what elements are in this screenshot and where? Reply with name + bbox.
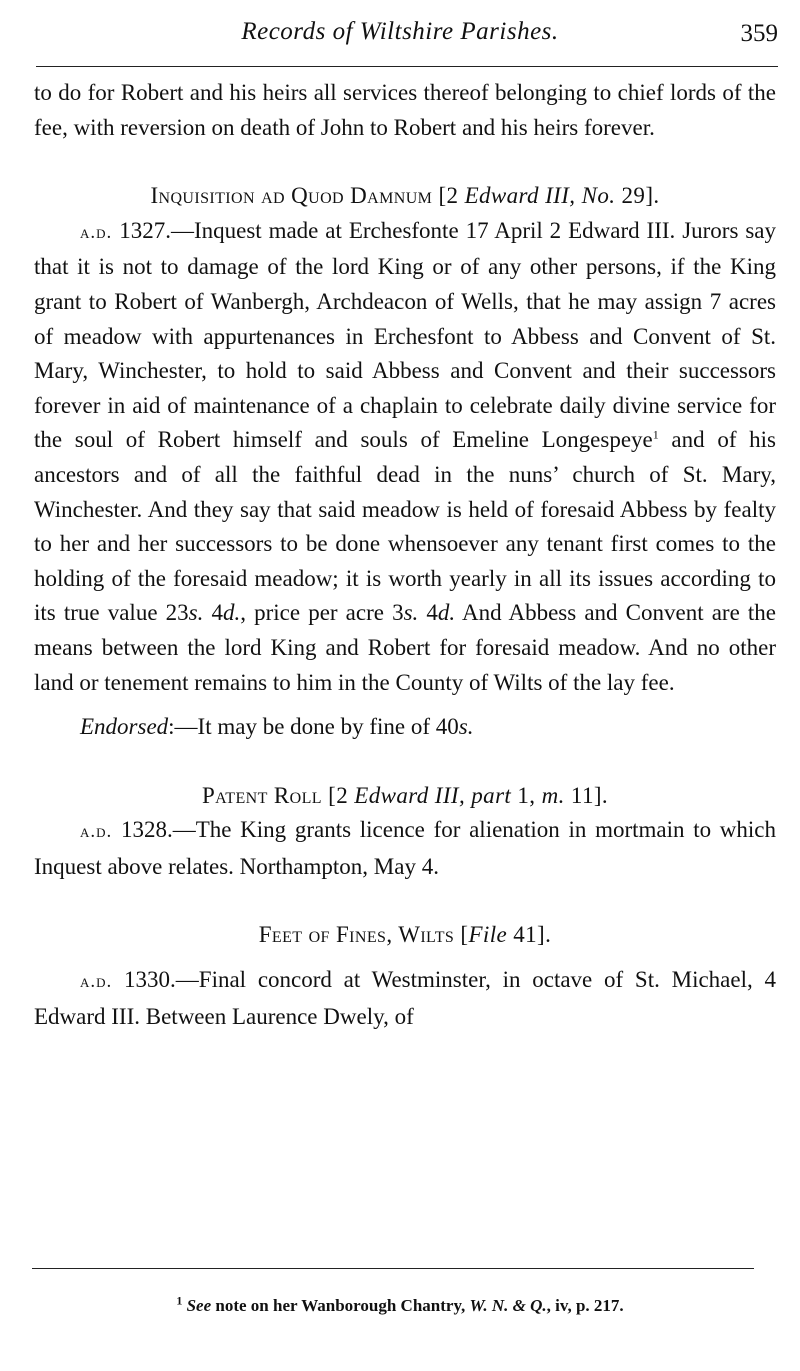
paragraph-inquest-1327: a.d. 1327.—Inquest made at Erchesfonte 17 April 2 Edward III. Jurors say that it is not to damage of the lord King or of any other persons, if the King grant to Robert of Wanbergh, Archdeacon of Wells, that he may assign 7 acres of meadow with appurtenances in Erchesfont to Abbess and Convent of St. Mary, Winchester, to hold to said Abbess and Convent and their successors forever in aid of maintenance of a chaplain to celebrate daily divine service for the soul of Robert himself and souls of Emeline Longespeye$^1$ and of his ancestors and of all the faithful dead in the nuns’ church of St. Mary, Winchester. And they say that said meadow is held of foresaid Abbess by fealty to her and her successors to be done whensoever any tenant first comes to the holding of the foresaid meadow; it is worth yearly in all its issues according to its true value 23s. 4d., price per acre 3s. 4d. And Abbess and Convent are the means between the lord King and Robert for foresaid meadow. And no other land or tenement remains to him in the County of Wilts of the lay fee.: [34, 217, 777, 695]
running-head: [0, 14, 800, 54]
paragraph-endorsed: Endorsed:—It may be done by fine of 40s.: [80, 714, 474, 740]
header-rule: [36, 66, 778, 67]
heading-patent-roll-title: Patent Roll: [201, 782, 322, 808]
footnote-reference: 1: [652, 427, 659, 442]
heading-inquisition-ref: Edward III, No.: [464, 183, 616, 209]
main-text: [34, 76, 776, 1034]
page-number: 359: [740, 20, 778, 47]
paragraph-concord-1330: a.d. 1330.—Final concord at Westminster, in octave of St. Michael, 4 Edward III. Between Laurence Dwely, of: [34, 967, 776, 1029]
paragraph-continuation: to do for Robert and his heirs all services thereof belonging to chief lords of the fee, with reversion on death of John to Robert and his heirs forever.: [34, 80, 776, 140]
heading-feet-of-fines: Feet of Fines, Wilts [File 41].: [258, 922, 552, 948]
footnote: $^1$ See note on her Wanborough Chantry, W. N. & Q., iv, p. 217.: [176, 1293, 624, 1315]
heading-inquisition-title: Inquisition ad Quod Damnum: [150, 183, 433, 209]
footnote-rule: [32, 1268, 754, 1269]
heading-inquisition: Inquisition ad Quod Damnum [2 Edward III, No. 29].: [150, 183, 660, 209]
running-title: Records of Wiltshire Parishes.: [241, 18, 559, 45]
heading-feet-of-fines-title: Feet of Fines, Wilts: [258, 922, 455, 948]
heading-patent-roll: Patent Roll [2 Edward III, part 1, m. 11].: [201, 782, 609, 808]
footnote-ref: W. N. & Q.: [469, 1296, 547, 1315]
endorsed-label: Endorsed: [80, 714, 169, 740]
paragraph-licence-1328: a.d. 1328.—The King grants licence for alienation in mortmain to which Inquest above relates. Northampton, May 4.: [34, 817, 776, 879]
footnote-mark: 1: [176, 1293, 183, 1308]
